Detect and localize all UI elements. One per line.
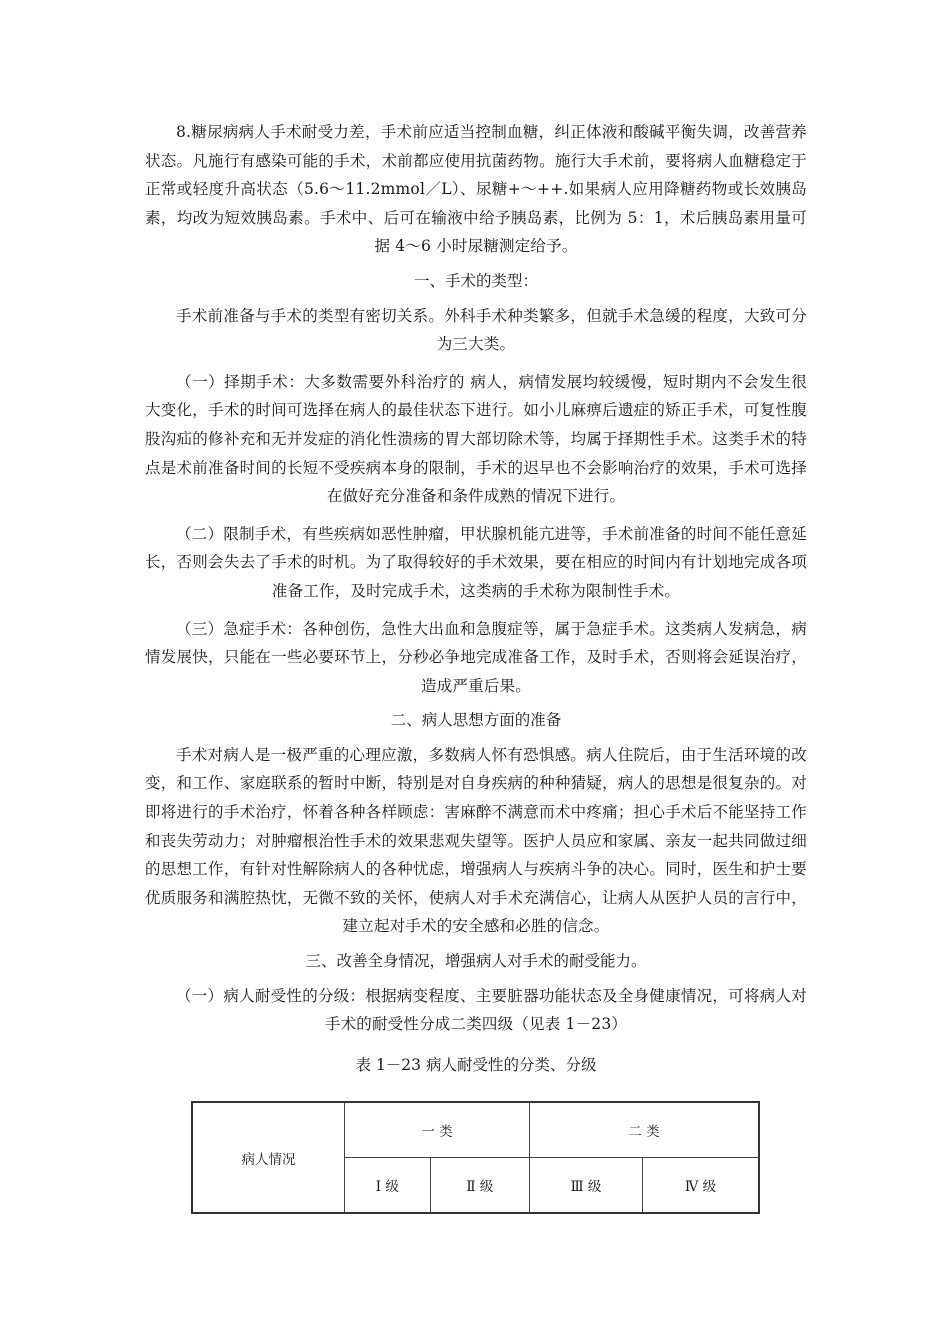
section-heading-general-condition: 三、改善全身情况，增强病人对手术的耐受能力。 [305,952,647,971]
table-caption: 表 1－23 病人耐受性的分类、分级 [355,1055,597,1074]
table-level-header-3: Ⅲ 级 [530,1158,643,1214]
paragraph-tolerance-grading: （一）病人耐受性的分级：根据病变程度、主要脏器功能状态及全身健康情况，可将病人对手术的耐受性分成二类四级（见表 1－23） [176,986,807,1034]
paragraph-surgery-types-intro: 手术前准备与手术的类型有密切关系。外科手术种类繁多，但就手术急缓的程度，大致可分为三大类。 [176,306,807,354]
table-level-header-4: Ⅳ 级 [643,1158,759,1214]
table-row-header-patient-condition: 病人情况 [192,1102,345,1213]
table-header-row-groups [192,1102,759,1158]
section-heading-psychological-preparation: 二、病人思想方面的准备 [390,711,562,730]
table-level-header-2: Ⅱ 级 [430,1158,529,1214]
table-level-header-1: Ⅰ 级 [345,1158,431,1214]
document-body [145,118,807,1079]
section-heading-surgery-types: 一、手术的类型： [413,271,538,290]
paragraph-limited-surgery: （二）限制手术，有些疾病如恶性肿瘤，甲状腺机能亢进等，手术前准备的时间不能任意延长，否则会失去了手术的时机。为了取得较好的手术效果，要在相应的时间内有计划地完成各项准备工作，及时完成手术，这类病的手术称为限制性手术。 [145,524,807,600]
tolerance-classification-table [191,1101,760,1214]
paragraph-elective-surgery: （一）择期手术：大多数需要外科治疗的 病人，病情发展均较缓慢，短时期内不会发生很大变化，手术的时间可选择在病人的最佳状态下进行。如小儿麻痹后遗症的矫正手术，可复性腹股沟疝的修补充和无并发症的消化性溃疡的胃大部切除术等，均属于择期性手术。这类手术的特点是术前准备时间的长短不受疾病本身的限制，手术的迟早也不会影响治疗的效果，手术可选择在做好充分准备和条件成熟的情况下进行。 [145,372,807,506]
paragraph-diabetes-preparation: 8.糖尿病病人手术耐受力差，手术前应适当控制血糖，纠正体液和酸碱平衡失调，改善营养状态。凡施行有感染可能的手术，术前都应使用抗菌药物。施行大手术前，要将病人血糖稳定于正常或轻度升高状态（5.6～11.2mmol／L）、尿糖+～++.如果病人应用降糖药物或长效胰岛素，均改为短效胰岛素。手术中、后可在输液中给予胰岛素，比例为 5：1，术后胰岛素用量可据 4～6 小时尿糖测定给予。 [145,123,807,256]
table-group-header-class-one: 一 类 [345,1102,530,1158]
table-group-header-class-two: 二 类 [530,1102,759,1158]
paragraph-psychological-preparation: 手术对病人是一极严重的心理应激，多数病人怀有恐惧感。病人住院后，由于生活环境的改变，和工作、家庭联系的暂时中断，特别是对自身疾病的种种猜疑，病人的思想是很复杂的。对即将进行的手术治疗，怀着各种各样顾虑：害麻醉不满意而术中疼痛；担心手术后不能坚持工作和丧失劳动力；对肿瘤根治性手术的效果悲观失望等。医护人员应和家属、亲友一起共同做过细的思想工作，有针对性解除病人的各种忧虑，增强病人与疾病斗争的决心。同时，医生和护士要优质服务和满腔热忱，无微不致的关怀，使病人对手术充满信心，让病人从医护人员的言行中，建立起对手术的安全感和必胜的信念。 [145,745,807,936]
paragraph-emergency-surgery: （三）急症手术：各种创伤，急性大出血和急腹症等，属于急症手术。这类病人发病急，病情发展快，只能在一些必要环节上，分秒必争地完成准备工作，及时手术，否则将会延误治疗，造成严重后果。 [145,619,807,695]
